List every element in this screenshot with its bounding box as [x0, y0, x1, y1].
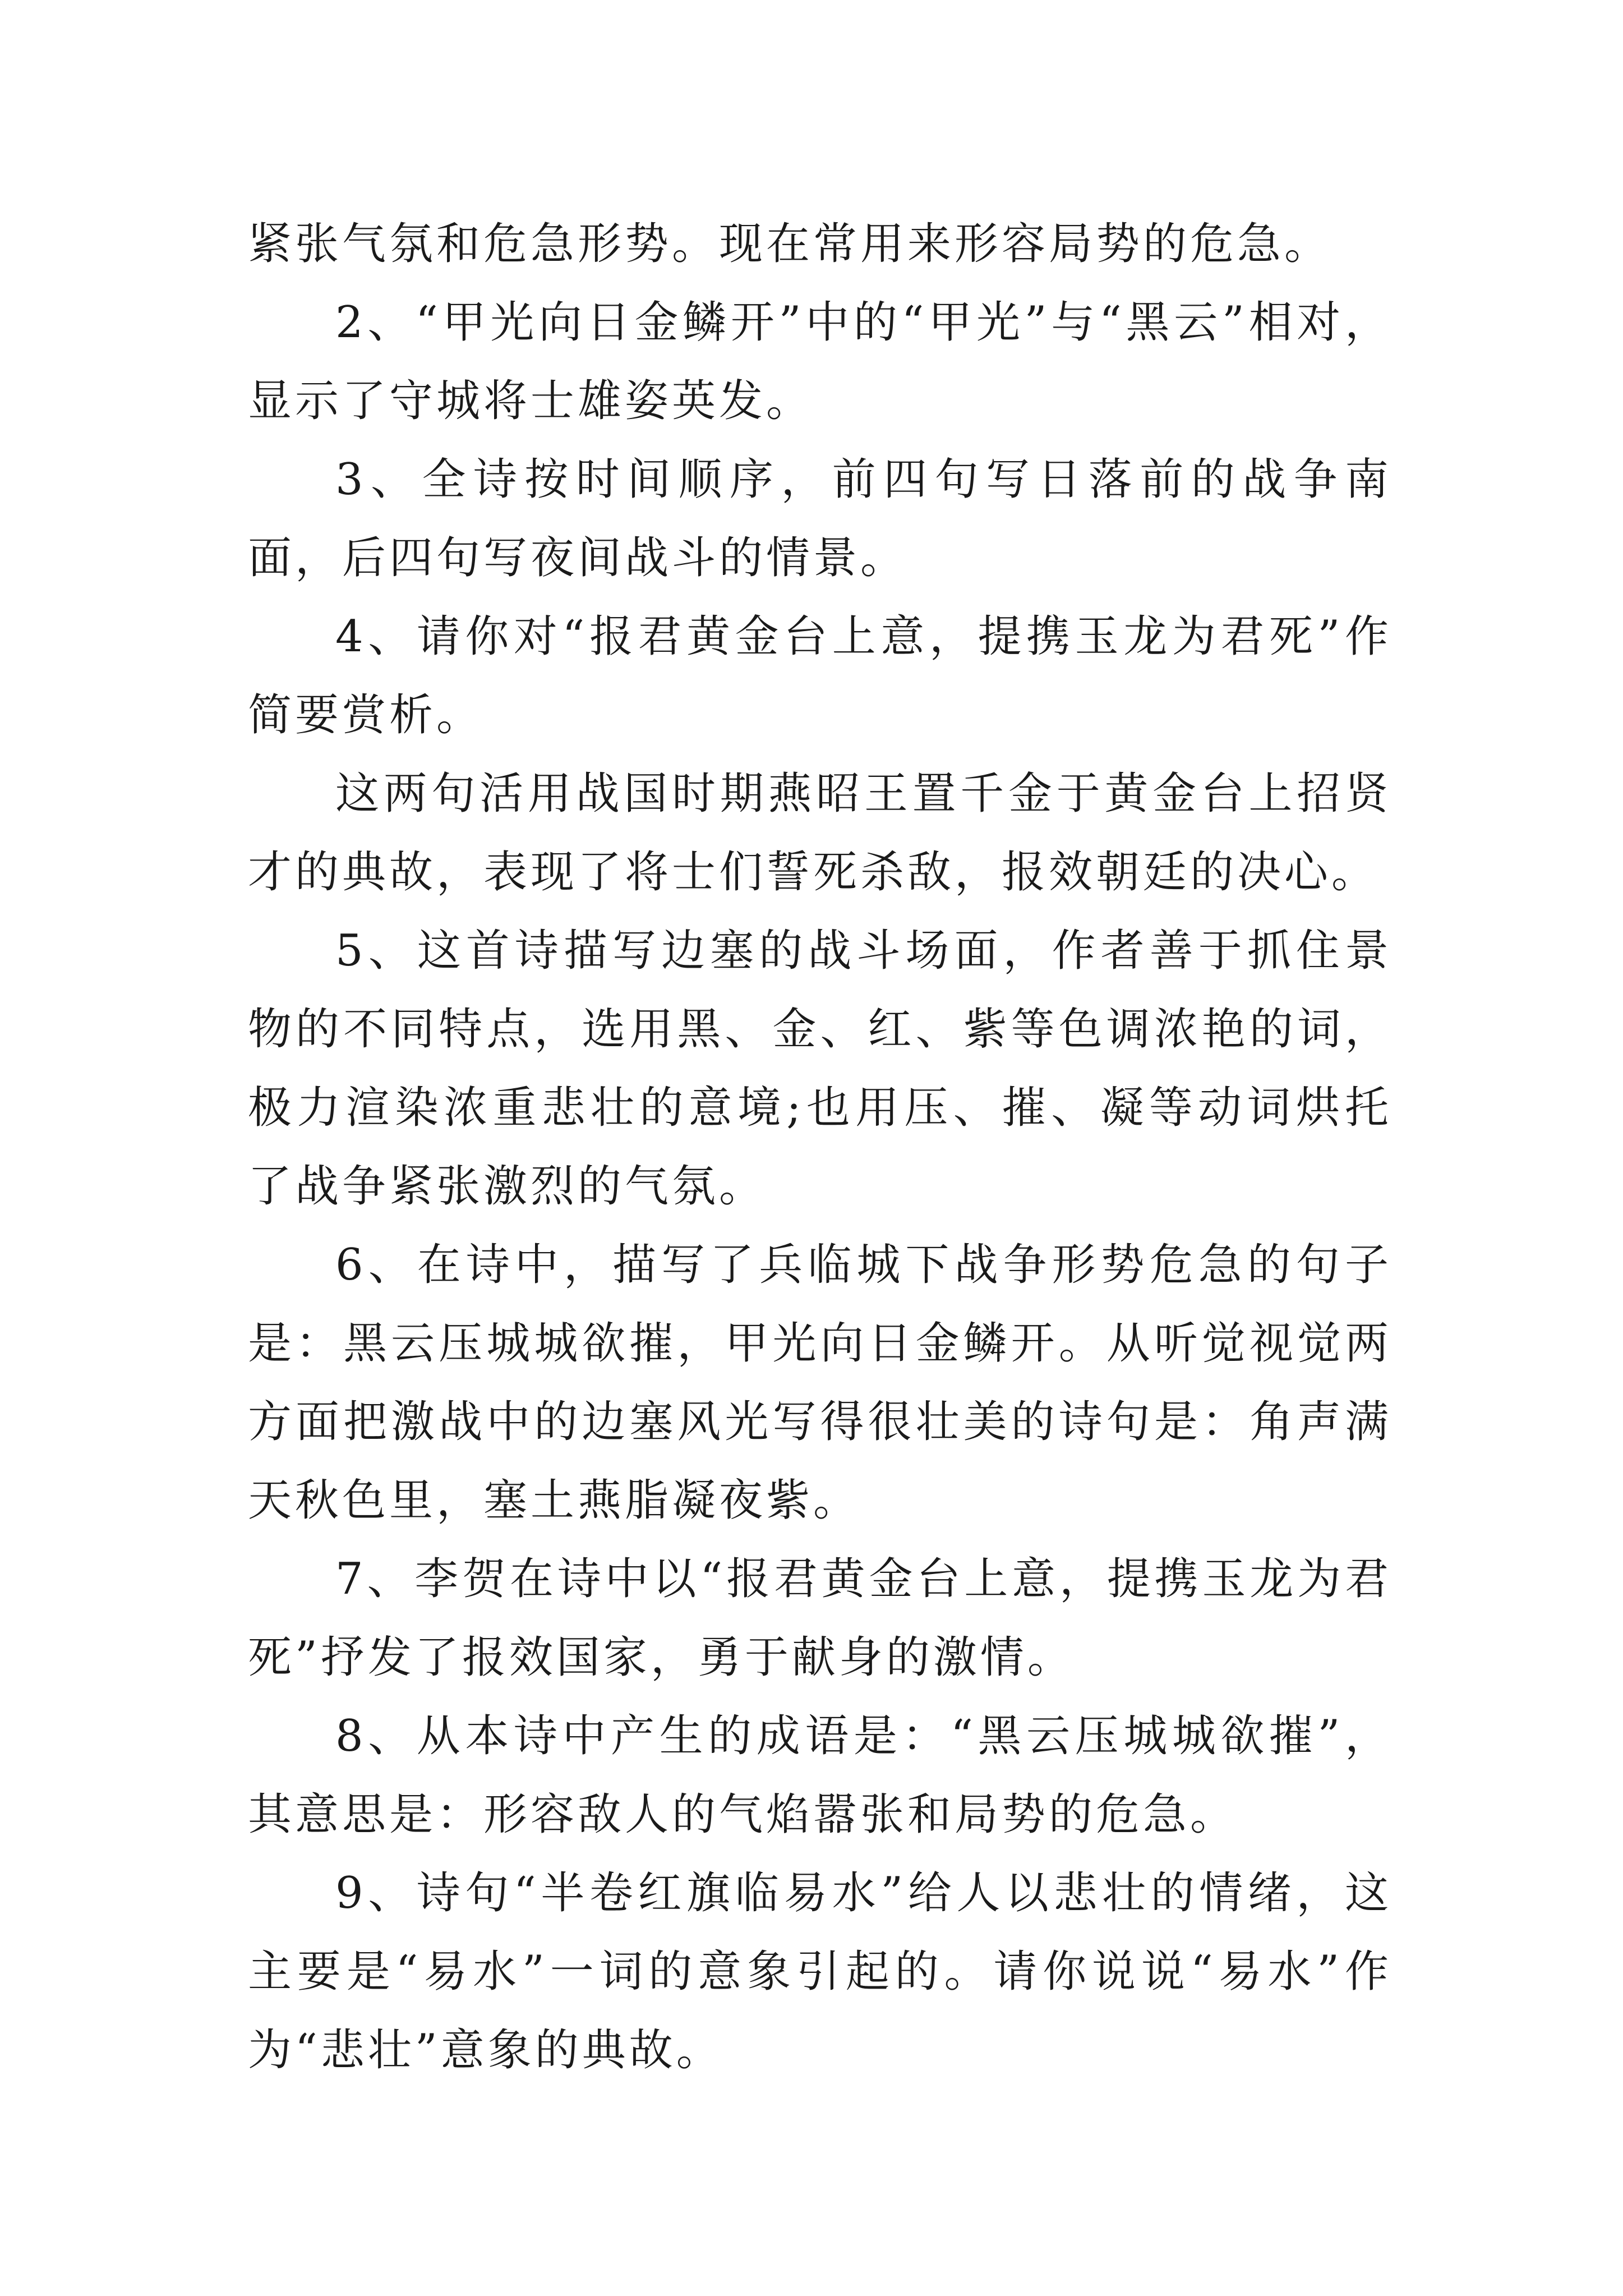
paragraph-item-4: 4、请你对“报君黄金台上意，提携玉龙为君死”作简要赏析。: [248, 611, 1392, 740]
paragraph-continuation: 紧张气氛和危急形势。现在常用来形容局势的危急。: [248, 219, 1332, 269]
paragraph-item-5: 5、这首诗描写边塞的战斗场面，作者善于抓住景物的不同特点，选用黑、金、红、紫等色调浓艳的词，极力渲染浓重悲壮的意境;也用压、摧、凝等动词烘托了战争紧张激烈的气氛。: [248, 926, 1392, 1212]
paragraph-item-9: 9、诗句“半卷红旗临易水”给人以悲壮的情绪，这主要是“易水”一词的意象引起的。请你说说“易水”作为“悲壮”意象的典故。: [248, 1868, 1392, 2076]
paragraph-item-2: 2、“甲光向日金鳞开”中的“甲光”与“黑云”相对，显示了守城将士雄姿英发。: [248, 297, 1392, 426]
paragraph-item-3: 3、全诗按时间顺序，前四句写日落前的战争南面，后四句写夜间战斗的情景。: [248, 454, 1392, 583]
paragraph-item-7: 7、李贺在诗中以“报君黄金台上意，提携玉龙为君死”抒发了报效国家，勇于献身的激情。: [248, 1554, 1392, 1683]
document-body: [248, 205, 1392, 2090]
paragraph-item-8: 8、从本诗中产生的成语是：“黑云压城城欲摧”，其意思是：形容敌人的气焰嚣张和局势的危急。: [248, 1711, 1392, 1840]
paragraph-item-6: 6、在诗中，描写了兵临城下战争形势危急的句子是：黑云压城城欲摧，甲光向日金鳞开。从听觉视觉两方面把激战中的边塞风光写得很壮美的诗句是：角声满天秋色里，塞土燕脂凝夜紫。: [248, 1240, 1392, 1526]
paragraph-item-4-answer: 这两句活用战国时期燕昭王置千金于黄金台上招贤才的典故，表现了将士们誓死杀敌，报效朝廷的决心。: [248, 769, 1392, 898]
